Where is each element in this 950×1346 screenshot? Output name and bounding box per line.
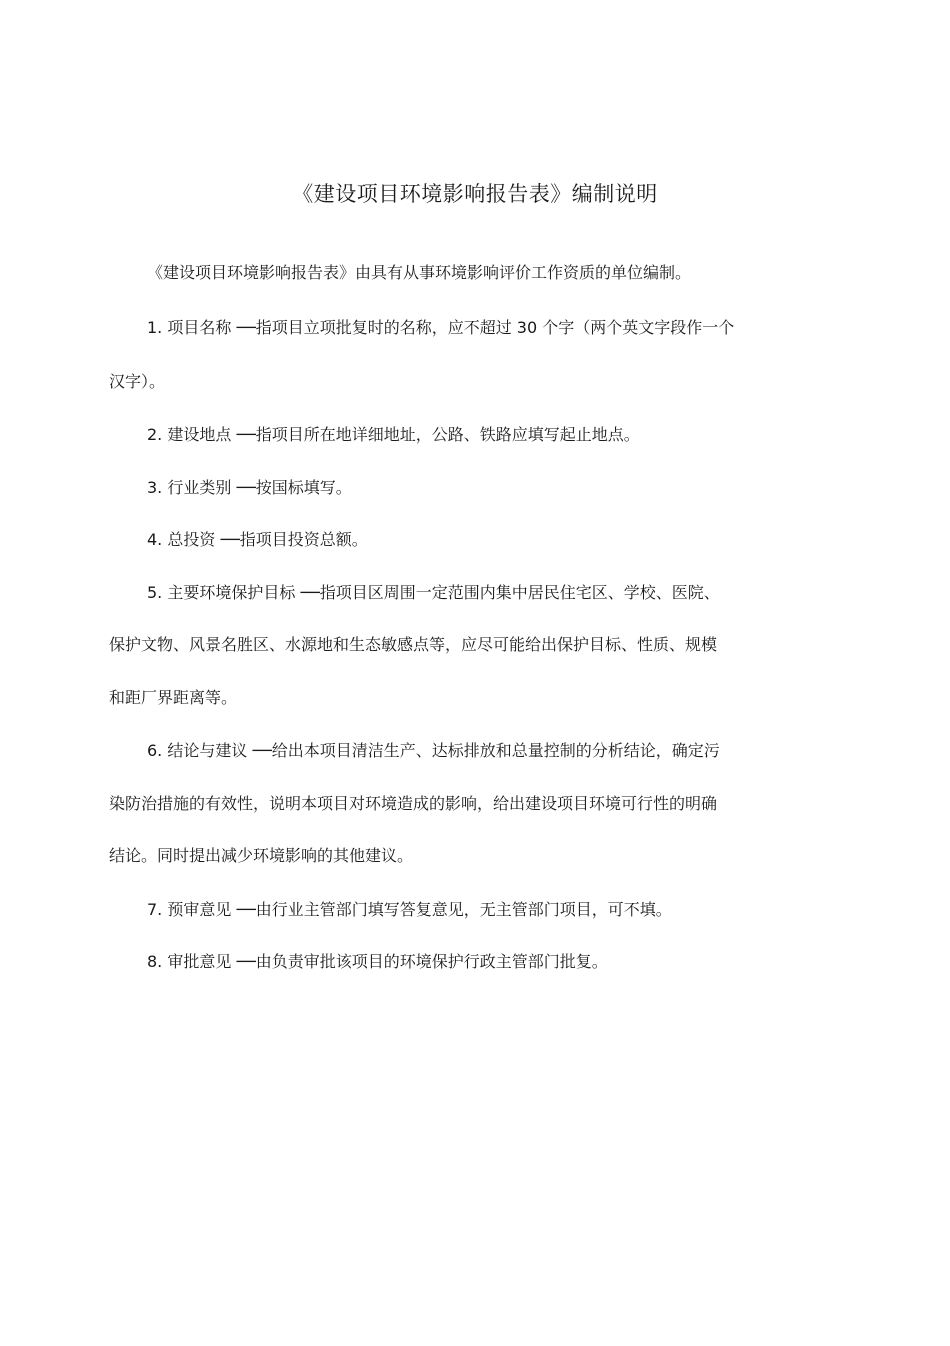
item-1-line-2: 汉字）。 [109,372,166,391]
item-2-line-1: 2. 建设地点 ──指项目所在地详细地址，公路、铁路应填写起止地点。 [147,425,640,444]
item-6-line-3: 结论。同时提出减少环境影响的其他建议。 [109,846,414,865]
document-title: 《建设项目环境影响报告表》编制说明 [292,182,658,206]
item-4-line-1: 4. 总投资 ──指项目投资总额。 [147,530,368,549]
item-7-line-1: 7. 预审意见 ──由行业主管部门填写答复意见，无主管部门项目，可不填。 [147,900,672,919]
item-6-line-1: 6. 结论与建议 ──给出本项目清洁生产、达标排放和总量控制的分析结论，确定污 [147,741,720,760]
item-6-line-2: 染防治措施的有效性，说明本项目对环境造成的影响，给出建设项目环境可行性的明确 [109,794,718,813]
item-1-line-1: 1. 项目名称 ──指项目立项批复时的名称，应不超过 30 个字（两个英文字段作一个 [147,318,735,337]
intro-paragraph: 《建设项目环境影响报告表》由具有从事环境影响评价工作资质的单位编制。 [147,263,692,282]
item-3-line-1: 3. 行业类别 ──按国标填写。 [147,478,352,497]
item-8-line-1: 8. 审批意见 ──由负责审批该项目的环境保护行政主管部门批复。 [147,952,608,971]
item-5-line-3: 和距厂界距离等。 [109,688,238,707]
item-5-line-1: 5. 主要环境保护目标 ──指项目区周围一定范围内集中居民住宅区、学校、医院、 [147,583,720,602]
item-5-line-2: 保护文物、风景名胜区、水源地和生态敏感点等，应尽可能给出保护目标、性质、规模 [109,635,718,654]
